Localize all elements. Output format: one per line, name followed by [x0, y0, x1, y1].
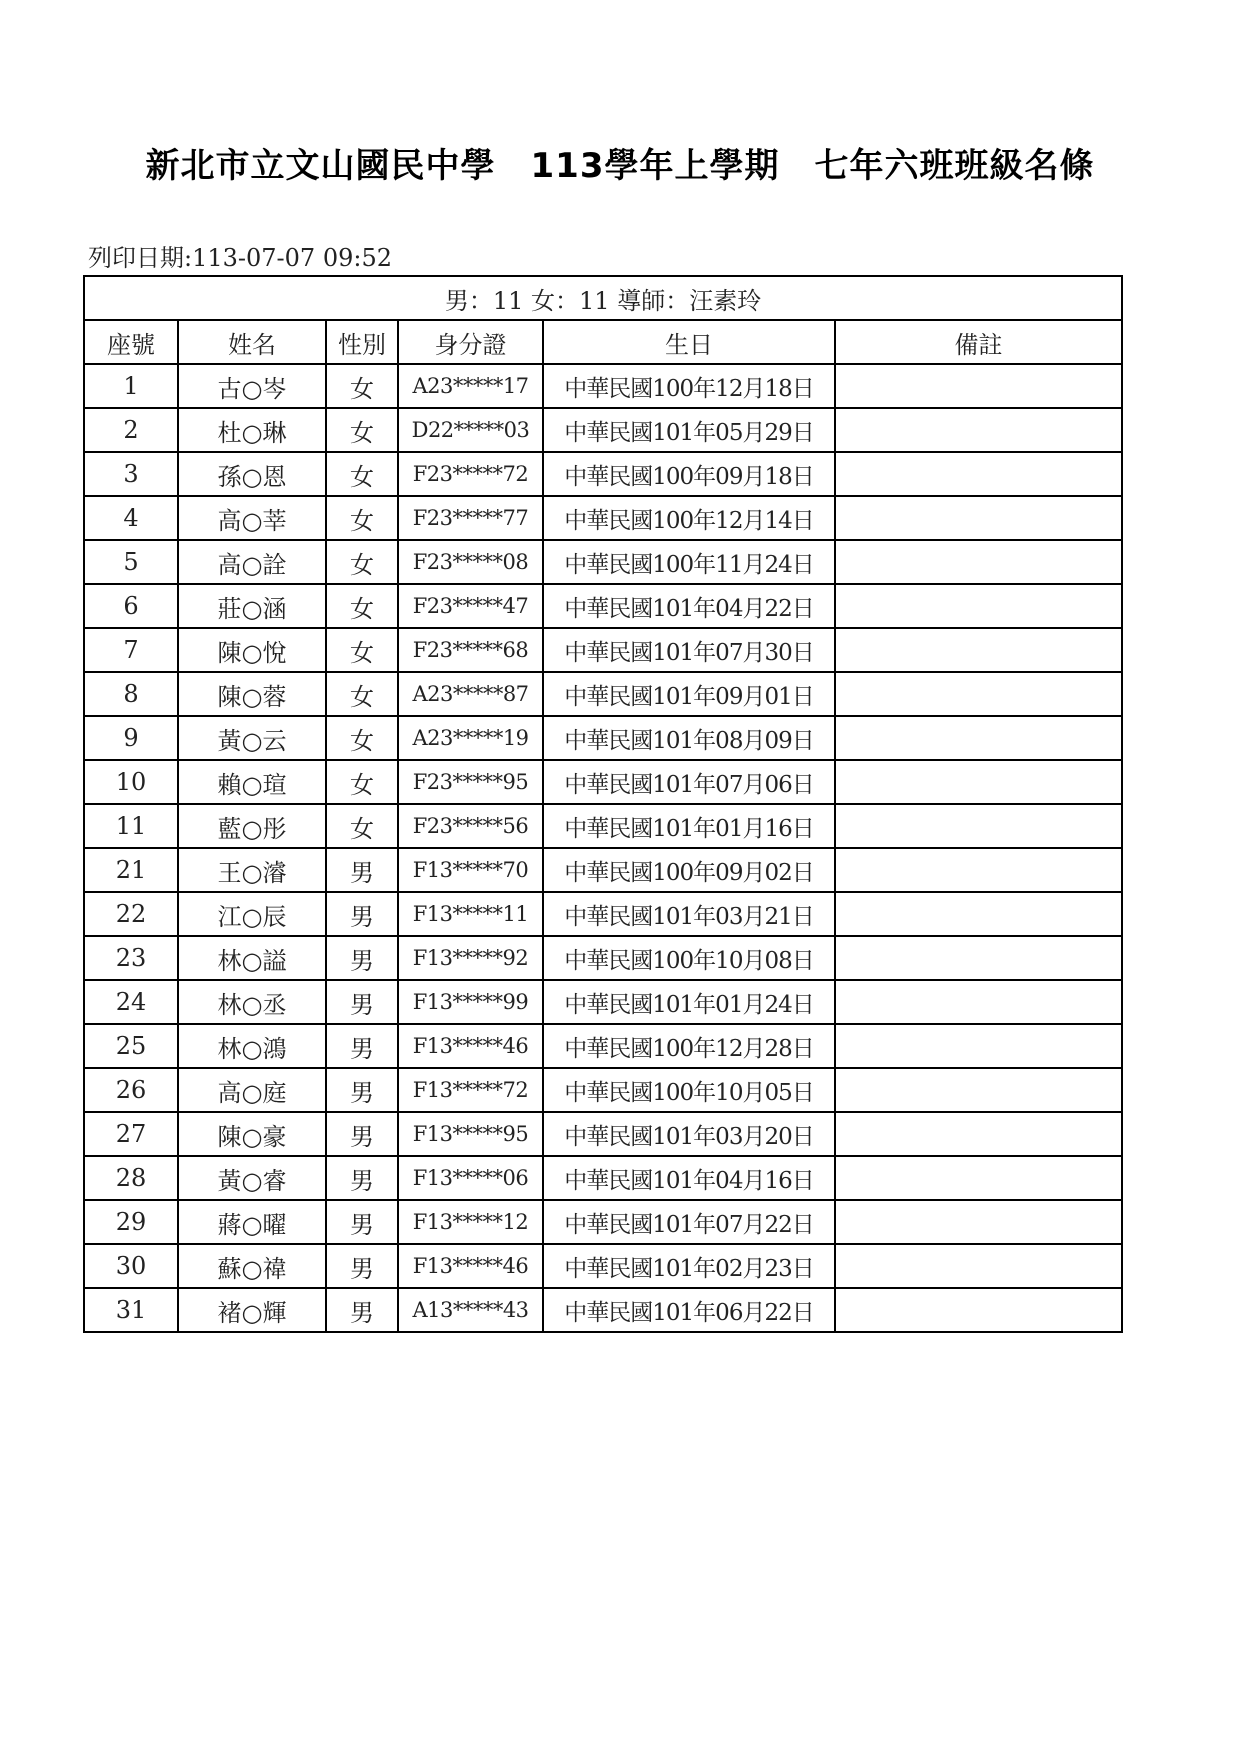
gender-cell: 男 — [326, 936, 398, 980]
header-gender: 性別 — [326, 320, 398, 364]
birth-cell: 中華民國101年04月22日 — [543, 584, 835, 628]
seat-cell: 28 — [84, 1156, 178, 1200]
birth-cell: 中華民國101年01月16日 — [543, 804, 835, 848]
gender-cell: 男 — [326, 1068, 398, 1112]
table-row — [84, 628, 1122, 672]
name-cell: 黃○睿 — [178, 1156, 326, 1200]
birth-cell: 中華民國101年04月16日 — [543, 1156, 835, 1200]
note-cell — [835, 540, 1122, 584]
birth-cell: 中華民國100年09月02日 — [543, 848, 835, 892]
birth-cell: 中華民國101年06月22日 — [543, 1288, 835, 1332]
gender-cell: 男 — [326, 892, 398, 936]
name-cell: 黃○云 — [178, 716, 326, 760]
gender-cell: 男 — [326, 1200, 398, 1244]
gender-cell: 男 — [326, 1288, 398, 1332]
table-row — [84, 452, 1122, 496]
id-cell: F23*****56 — [398, 804, 543, 848]
print-date: 列印日期:113-07-07 09:52 — [88, 244, 392, 272]
seat-cell: 29 — [84, 1200, 178, 1244]
seat-cell: 5 — [84, 540, 178, 584]
id-cell: F13*****46 — [398, 1024, 543, 1068]
header-id: 身分證 — [398, 320, 543, 364]
id-cell: F13*****12 — [398, 1200, 543, 1244]
name-cell: 高○詮 — [178, 540, 326, 584]
seat-cell: 3 — [84, 452, 178, 496]
id-cell: F13*****95 — [398, 1112, 543, 1156]
table-row — [84, 848, 1122, 892]
gender-cell: 男 — [326, 1112, 398, 1156]
note-cell — [835, 364, 1122, 408]
note-cell — [835, 1200, 1122, 1244]
gender-cell: 男 — [326, 848, 398, 892]
table-row — [84, 716, 1122, 760]
birth-cell: 中華民國101年03月20日 — [543, 1112, 835, 1156]
header-seat: 座號 — [84, 320, 178, 364]
id-cell: A13*****43 — [398, 1288, 543, 1332]
id-cell: F23*****68 — [398, 628, 543, 672]
name-cell: 陳○悅 — [178, 628, 326, 672]
table-row — [84, 364, 1122, 408]
name-cell: 陳○豪 — [178, 1112, 326, 1156]
note-cell — [835, 1112, 1122, 1156]
name-cell: 古○岑 — [178, 364, 326, 408]
seat-cell: 11 — [84, 804, 178, 848]
name-cell: 江○辰 — [178, 892, 326, 936]
id-cell: F13*****11 — [398, 892, 543, 936]
note-cell — [835, 628, 1122, 672]
class-roster-table — [83, 275, 1123, 1333]
table-row — [84, 1024, 1122, 1068]
seat-cell: 4 — [84, 496, 178, 540]
name-cell: 蔣○曜 — [178, 1200, 326, 1244]
table-row — [84, 804, 1122, 848]
table-row — [84, 760, 1122, 804]
note-cell — [835, 760, 1122, 804]
seat-cell: 27 — [84, 1112, 178, 1156]
gender-cell: 男 — [326, 1244, 398, 1288]
note-cell — [835, 1288, 1122, 1332]
birth-cell: 中華民國101年07月30日 — [543, 628, 835, 672]
note-cell — [835, 1156, 1122, 1200]
note-cell — [835, 980, 1122, 1024]
note-cell — [835, 848, 1122, 892]
table-row — [84, 936, 1122, 980]
id-cell: F23*****95 — [398, 760, 543, 804]
note-cell — [835, 1068, 1122, 1112]
name-cell: 王○濬 — [178, 848, 326, 892]
gender-cell: 女 — [326, 496, 398, 540]
note-cell — [835, 716, 1122, 760]
seat-cell: 7 — [84, 628, 178, 672]
name-cell: 蘇○禕 — [178, 1244, 326, 1288]
table-row — [84, 672, 1122, 716]
note-cell — [835, 804, 1122, 848]
note-cell — [835, 584, 1122, 628]
gender-cell: 女 — [326, 628, 398, 672]
table-row — [84, 408, 1122, 452]
seat-cell: 25 — [84, 1024, 178, 1068]
seat-cell: 8 — [84, 672, 178, 716]
name-cell: 林○丞 — [178, 980, 326, 1024]
birth-cell: 中華民國100年12月18日 — [543, 364, 835, 408]
id-cell: F13*****06 — [398, 1156, 543, 1200]
seat-cell: 22 — [84, 892, 178, 936]
seat-cell: 30 — [84, 1244, 178, 1288]
name-cell: 孫○恩 — [178, 452, 326, 496]
note-cell — [835, 452, 1122, 496]
birth-cell: 中華民國100年12月14日 — [543, 496, 835, 540]
name-cell: 高○莘 — [178, 496, 326, 540]
seat-cell: 21 — [84, 848, 178, 892]
name-cell: 林○謚 — [178, 936, 326, 980]
name-cell: 莊○涵 — [178, 584, 326, 628]
gender-cell: 女 — [326, 452, 398, 496]
header-birth: 生日 — [543, 320, 835, 364]
id-cell: F23*****77 — [398, 496, 543, 540]
table-row — [84, 540, 1122, 584]
id-cell: A23*****19 — [398, 716, 543, 760]
birth-cell: 中華民國100年10月05日 — [543, 1068, 835, 1112]
birth-cell: 中華民國101年07月06日 — [543, 760, 835, 804]
id-cell: F23*****08 — [398, 540, 543, 584]
gender-cell: 女 — [326, 584, 398, 628]
seat-cell: 23 — [84, 936, 178, 980]
name-cell: 賴○瑄 — [178, 760, 326, 804]
table-row — [84, 1244, 1122, 1288]
seat-cell: 10 — [84, 760, 178, 804]
birth-cell: 中華民國101年02月23日 — [543, 1244, 835, 1288]
note-cell — [835, 936, 1122, 980]
name-cell: 高○庭 — [178, 1068, 326, 1112]
id-cell: F13*****70 — [398, 848, 543, 892]
table-row — [84, 980, 1122, 1024]
note-cell — [835, 892, 1122, 936]
seat-cell: 6 — [84, 584, 178, 628]
header-note: 備註 — [835, 320, 1122, 364]
class-summary: 男：11 女：11 導師：汪素玲 — [84, 276, 1122, 320]
id-cell: D22*****03 — [398, 408, 543, 452]
note-cell — [835, 1024, 1122, 1068]
seat-cell: 24 — [84, 980, 178, 1024]
birth-cell: 中華民國100年12月28日 — [543, 1024, 835, 1068]
table-row — [84, 496, 1122, 540]
gender-cell: 女 — [326, 364, 398, 408]
gender-cell: 女 — [326, 804, 398, 848]
seat-cell: 9 — [84, 716, 178, 760]
birth-cell: 中華民國100年10月08日 — [543, 936, 835, 980]
summary-row — [84, 276, 1122, 320]
birth-cell: 中華民國100年09月18日 — [543, 452, 835, 496]
gender-cell: 女 — [326, 760, 398, 804]
note-cell — [835, 1244, 1122, 1288]
gender-cell: 男 — [326, 1156, 398, 1200]
id-cell: F13*****72 — [398, 1068, 543, 1112]
birth-cell: 中華民國101年07月22日 — [543, 1200, 835, 1244]
gender-cell: 男 — [326, 1024, 398, 1068]
seat-cell: 26 — [84, 1068, 178, 1112]
note-cell — [835, 496, 1122, 540]
gender-cell: 女 — [326, 716, 398, 760]
header-name: 姓名 — [178, 320, 326, 364]
id-cell: F13*****92 — [398, 936, 543, 980]
seat-cell: 31 — [84, 1288, 178, 1332]
gender-cell: 男 — [326, 980, 398, 1024]
name-cell: 杜○琳 — [178, 408, 326, 452]
birth-cell: 中華民國101年03月21日 — [543, 892, 835, 936]
seat-cell: 1 — [84, 364, 178, 408]
table-row — [84, 1068, 1122, 1112]
table-row — [84, 1288, 1122, 1332]
id-cell: F23*****47 — [398, 584, 543, 628]
id-cell: A23*****17 — [398, 364, 543, 408]
id-cell: F13*****46 — [398, 1244, 543, 1288]
gender-cell: 女 — [326, 672, 398, 716]
name-cell: 褚○輝 — [178, 1288, 326, 1332]
birth-cell: 中華民國100年11月24日 — [543, 540, 835, 584]
header-row — [84, 320, 1122, 364]
id-cell: F13*****99 — [398, 980, 543, 1024]
note-cell — [835, 672, 1122, 716]
birth-cell: 中華民國101年08月09日 — [543, 716, 835, 760]
table-row — [84, 584, 1122, 628]
gender-cell: 女 — [326, 540, 398, 584]
name-cell: 藍○彤 — [178, 804, 326, 848]
name-cell: 林○鴻 — [178, 1024, 326, 1068]
table-row — [84, 1112, 1122, 1156]
id-cell: A23*****87 — [398, 672, 543, 716]
table-row — [84, 1200, 1122, 1244]
birth-cell: 中華民國101年05月29日 — [543, 408, 835, 452]
name-cell: 陳○蓉 — [178, 672, 326, 716]
roster-body — [84, 364, 1122, 1332]
seat-cell: 2 — [84, 408, 178, 452]
table-row — [84, 1156, 1122, 1200]
id-cell: F23*****72 — [398, 452, 543, 496]
note-cell — [835, 408, 1122, 452]
gender-cell: 女 — [326, 408, 398, 452]
birth-cell: 中華民國101年09月01日 — [543, 672, 835, 716]
birth-cell: 中華民國101年01月24日 — [543, 980, 835, 1024]
document-title: 新北市立文山國民中學 113學年上學期 七年六班班級名條 — [145, 146, 1095, 186]
table-row — [84, 892, 1122, 936]
